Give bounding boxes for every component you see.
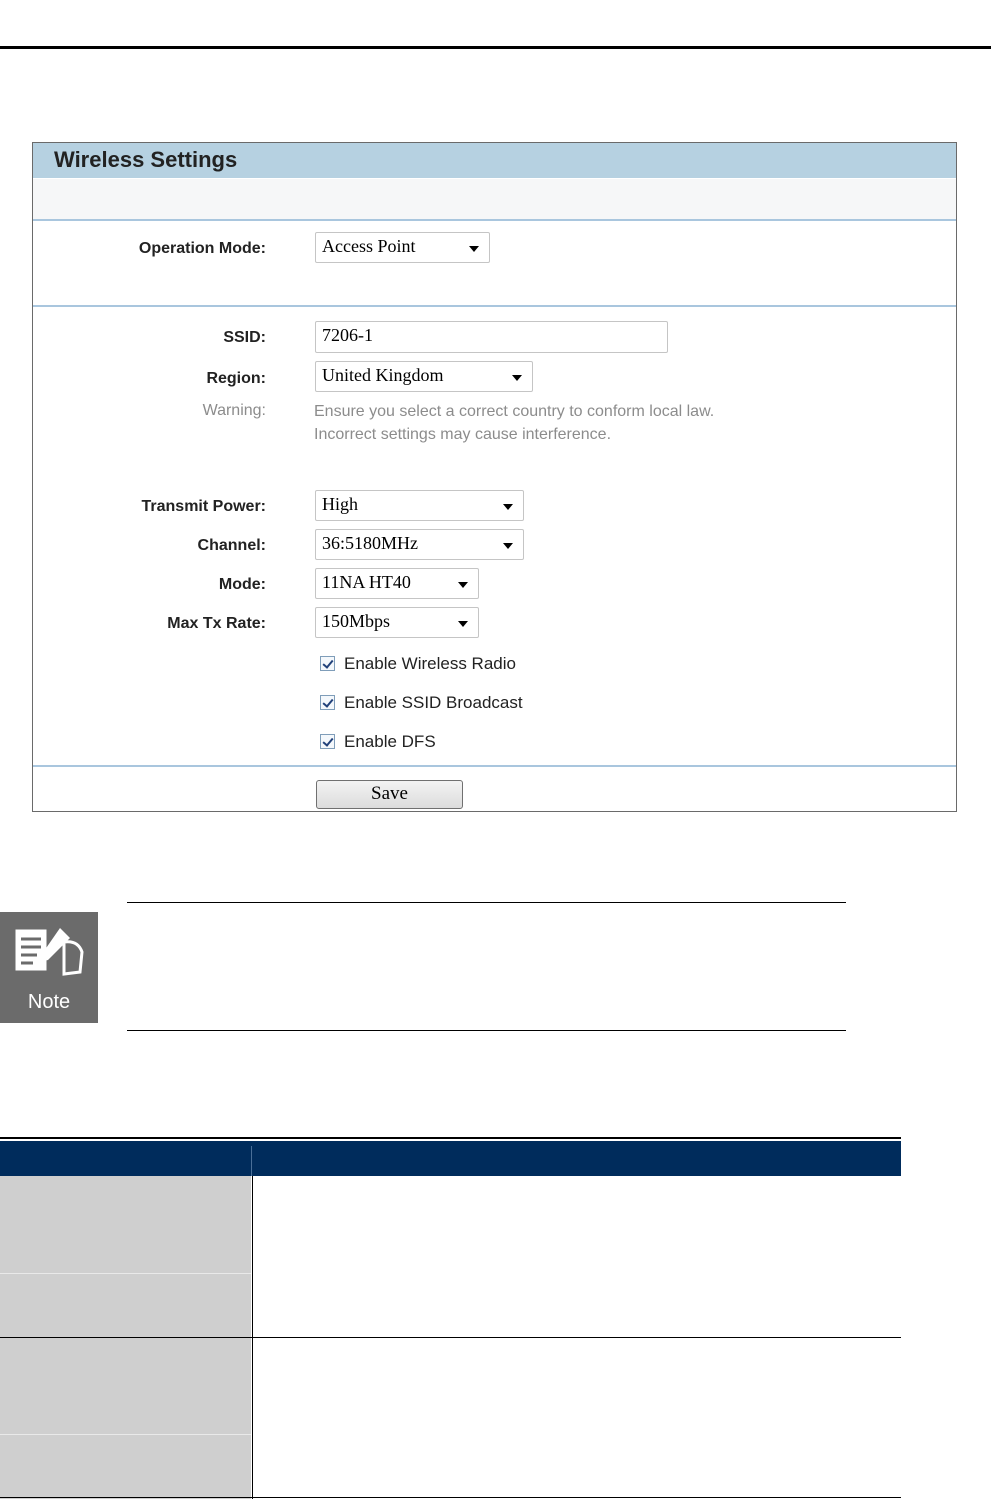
table-row-divider bbox=[0, 1497, 901, 1498]
ssid-input[interactable]: 7206-1 bbox=[315, 321, 668, 353]
table-top-rule bbox=[0, 1137, 901, 1139]
enable-wireless-radio-checkbox[interactable] bbox=[320, 656, 335, 671]
operation-mode-value: Access Point bbox=[322, 236, 416, 256]
panel-header bbox=[33, 143, 956, 178]
enable-dfs-checkbox[interactable] bbox=[320, 734, 335, 749]
channel-select[interactable] bbox=[315, 529, 524, 560]
max-tx-rate-select[interactable] bbox=[315, 607, 479, 638]
table-label-divider bbox=[0, 1434, 251, 1435]
section-separator bbox=[33, 305, 956, 307]
channel-label: Channel: bbox=[197, 537, 266, 554]
chevron-down-icon bbox=[458, 621, 468, 627]
checkbox-label: Enable Wireless Radio bbox=[344, 654, 516, 673]
checkbox-label: Enable SSID Broadcast bbox=[344, 693, 523, 712]
max-tx-rate-label: Max Tx Rate: bbox=[167, 615, 266, 632]
warning-label: Warning: bbox=[202, 402, 266, 419]
mode-value: 11NA HT40 bbox=[322, 572, 411, 592]
region-select[interactable] bbox=[315, 361, 533, 392]
region-label: Region: bbox=[206, 370, 266, 387]
operation-mode-select[interactable] bbox=[315, 232, 490, 263]
header-spacer-strip bbox=[33, 179, 956, 219]
transmit-power-value: High bbox=[322, 494, 358, 514]
section-separator bbox=[33, 219, 956, 221]
max-tx-rate-value: 150Mbps bbox=[322, 611, 391, 631]
note-icon-label: Note bbox=[27, 991, 71, 1013]
ssid-label: SSID: bbox=[223, 329, 266, 346]
page-top-rule bbox=[0, 46, 991, 49]
table-header-divider bbox=[251, 1146, 252, 1176]
table-label-cell bbox=[0, 1338, 251, 1499]
chevron-down-icon bbox=[512, 375, 522, 381]
note-icon bbox=[0, 912, 98, 1023]
chevron-down-icon bbox=[458, 582, 468, 588]
warning-text-line-1: Ensure you select a correct country to conform local law. bbox=[314, 403, 715, 420]
note-bottom-rule bbox=[127, 1030, 846, 1031]
mode-label: Mode: bbox=[218, 576, 266, 593]
chevron-down-icon bbox=[469, 246, 479, 252]
wireless-settings-panel bbox=[32, 142, 957, 812]
chevron-down-icon bbox=[503, 543, 513, 549]
transmit-power-label: Transmit Power: bbox=[141, 498, 266, 515]
table-label-cell bbox=[0, 1176, 251, 1337]
panel-title: Wireless Settings bbox=[54, 147, 238, 172]
section-separator bbox=[33, 765, 956, 767]
channel-value: 36:5180MHz bbox=[322, 533, 418, 553]
save-button[interactable]: Save bbox=[316, 780, 463, 809]
chevron-down-icon bbox=[503, 504, 513, 510]
transmit-power-select[interactable] bbox=[315, 490, 524, 521]
note-top-rule bbox=[127, 902, 846, 903]
note-pencil-icon bbox=[0, 912, 98, 992]
enable-ssid-broadcast-checkbox[interactable] bbox=[320, 695, 335, 710]
mode-select[interactable] bbox=[315, 568, 479, 599]
table-column-divider bbox=[252, 1176, 253, 1499]
warning-text-line-2: Incorrect settings may cause interference. bbox=[314, 426, 612, 443]
table-label-divider bbox=[0, 1273, 251, 1274]
checkbox-label: Enable DFS bbox=[344, 732, 436, 751]
operation-mode-label: Operation Mode: bbox=[138, 240, 266, 257]
region-value: United Kingdom bbox=[322, 365, 444, 385]
table-header bbox=[0, 1141, 901, 1176]
